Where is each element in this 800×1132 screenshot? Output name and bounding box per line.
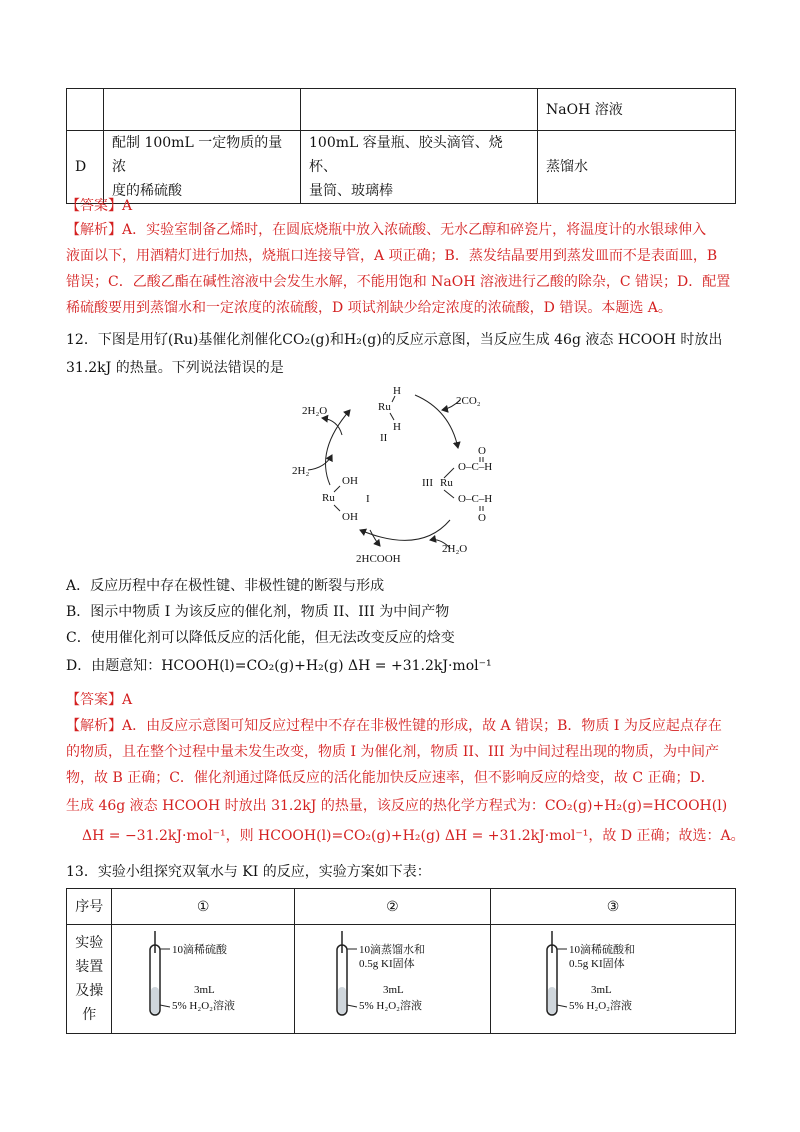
analysis-line: 生成 46g 液态 HCOOH 时放出 31.2kJ 的热量，该反应的热化学方程式为：CO₂(g)+H₂(g)=HCOOH(l) bbox=[66, 798, 728, 814]
answer-line: 【答案】A bbox=[66, 692, 133, 708]
experiment-table bbox=[66, 888, 736, 1034]
cell-line: 度的稀硫酸 bbox=[112, 183, 182, 199]
table-header: ③ bbox=[491, 889, 736, 925]
bond bbox=[334, 505, 340, 511]
label-h: H bbox=[393, 421, 401, 433]
row-label: 实验装置 bbox=[75, 935, 104, 975]
option-d: D．由题意知：HCOOH(l)=CO₂(g)+H₂(g) ΔH = +31.2kJ·mol⁻¹ bbox=[66, 658, 492, 674]
table-cell bbox=[301, 89, 538, 131]
table-cell bbox=[294, 925, 490, 1034]
analysis-line: 稀硫酸要用到蒸馏水和一定浓度的浓硫酸，D 项试剂缺少给定浓度的浓硫酸，D 错误。本题选 A。 bbox=[66, 300, 672, 316]
table-header: ① bbox=[112, 889, 294, 925]
reagent-label: 10滴蒸馏水和 bbox=[358, 944, 425, 956]
table-cell bbox=[104, 89, 301, 131]
label-o: O bbox=[478, 512, 486, 524]
table-cell bbox=[112, 925, 294, 1034]
table-row bbox=[67, 925, 736, 1034]
table-cell: D bbox=[67, 131, 104, 204]
hcooh-out-arrow bbox=[370, 530, 380, 546]
table-row bbox=[67, 89, 736, 131]
reagent-label: 10滴稀硫酸和 bbox=[569, 944, 635, 956]
label-species-i: I bbox=[366, 493, 370, 505]
label-h2o: 2H₂O bbox=[302, 405, 328, 417]
table-cell bbox=[67, 925, 112, 1034]
row-label: 及操作 bbox=[75, 983, 104, 1023]
catalytic-cycle-diagram bbox=[280, 380, 520, 570]
option-c: C．使用催化剂可以降低反应的活化能，但无法改变反应的焓变 bbox=[66, 630, 455, 646]
label-h: H bbox=[393, 385, 401, 397]
analysis-line: 液面以下，用酒精灯进行加热，烧瓶口连接导管，A 项正确；B．蒸发结晶要用到蒸发皿而不是表面皿，B bbox=[66, 248, 718, 264]
question-stem: 12．下图是用钌(Ru)基催化剂催化CO₂(g)和H₂(g)的反应示意图，当反应生成 46g 液态 HCOOH 时放出 bbox=[66, 332, 723, 348]
table-cell bbox=[67, 89, 104, 131]
reagent-label: 10滴稀硫酸 bbox=[172, 944, 228, 956]
bond bbox=[390, 413, 394, 420]
volume-label: 3mL bbox=[591, 984, 612, 996]
solution-label: 5% H₂O₂溶液 bbox=[358, 1000, 422, 1012]
h2o-out-arrow bbox=[322, 418, 342, 435]
reagent-label: 0.5g KI固体 bbox=[358, 958, 415, 970]
table-cell bbox=[491, 925, 736, 1034]
analysis-line: 错误；C．乙酸乙酯在碱性溶液中会发生水解，不能用饱和 NaOH 溶液进行乙酸的除杂，C 错误；D．配置 bbox=[66, 274, 731, 290]
label-co2: 2CO₂ bbox=[456, 395, 481, 407]
h2-in-arrow bbox=[308, 455, 332, 470]
label-ru: Ru bbox=[322, 492, 335, 504]
table-cell: NaOH 溶液 bbox=[538, 89, 736, 131]
analysis-line: 的物质，且在整个过程中量未发生改变，物质 I 为催化剂，物质 II、III 为中间过程出现的物质，为中间产 bbox=[66, 744, 719, 760]
question-stem: 13．实验小组探究双氧水与 KI 的反应，实验方案如下表： bbox=[66, 864, 431, 880]
tube-liquid bbox=[338, 987, 346, 1014]
label-h2: 2H₂ bbox=[292, 465, 310, 477]
cycle-arrow bbox=[415, 395, 458, 448]
answer-line: 【答案】A bbox=[66, 198, 133, 214]
label-hcooh: 2HCOOH bbox=[356, 553, 401, 565]
label-oh: OH bbox=[342, 511, 358, 523]
cell-line: 配制 100mL 一定物质的量浓 bbox=[112, 135, 283, 175]
solution-label: 5% H₂O₂溶液 bbox=[172, 1000, 236, 1012]
cell-line: 100mL 容量瓶、胶头滴管、烧杯、 bbox=[309, 135, 503, 175]
table-header: 序号 bbox=[67, 889, 112, 925]
test-tube-setup bbox=[112, 925, 288, 1025]
tube-liquid bbox=[151, 987, 159, 1014]
label-ru: Ru bbox=[440, 477, 453, 489]
option-b: B．图示中物质 I 为该反应的催化剂，物质 II、III 为中间产物 bbox=[66, 604, 450, 620]
label-o: O bbox=[478, 445, 486, 457]
option-a: A．反应历程中存在极性键、非极性键的断裂与形成 bbox=[66, 578, 385, 594]
table-cell bbox=[104, 131, 301, 204]
label-oh: OH bbox=[342, 475, 358, 487]
bond bbox=[334, 486, 340, 492]
volume-label: 3mL bbox=[382, 984, 404, 996]
table-row bbox=[67, 889, 736, 925]
label-h2o: 2H₂O bbox=[442, 543, 468, 555]
table-cell: 蒸馏水 bbox=[538, 131, 736, 204]
analysis-line: ΔH = −31.2kJ·mol⁻¹，则 HCOOH(l)=CO₂(g)+H₂(g) ΔH = +31.2kJ·mol⁻¹，故 D 正确；故选：A。 bbox=[82, 828, 745, 844]
label-formate: O–C–H bbox=[458, 493, 493, 505]
volume-label: 3mL bbox=[194, 984, 216, 996]
label-formate: O–C–H bbox=[458, 461, 493, 473]
question-stem: 31.2kJ 的热量。下列说法错误的是 bbox=[66, 360, 284, 376]
test-tube-setup bbox=[295, 925, 485, 1025]
table-cell bbox=[301, 131, 538, 204]
solution-label: 5% H₂O₂溶液 bbox=[569, 1000, 632, 1012]
label-arrow bbox=[160, 1005, 170, 1007]
bond bbox=[444, 490, 454, 498]
label-arrow bbox=[347, 1005, 357, 1007]
label-species-iii: III bbox=[422, 477, 433, 489]
label-species-ii: II bbox=[380, 432, 388, 444]
apparatus-table bbox=[66, 88, 736, 204]
analysis-line: 物，故 B 正确；C．催化剂通过降低反应的活化能加快反应速率，但不影响反应的焓变，故 C 正确；D． bbox=[66, 770, 715, 786]
table-header: ② bbox=[294, 889, 490, 925]
cycle-arrow bbox=[326, 410, 351, 485]
cell-line: 量筒、玻璃棒 bbox=[309, 183, 393, 199]
analysis-line: 【解析】A．由反应示意图可知反应过程中不存在非极性键的形成，故 A 错误；B．物质 I 为反应起点存在 bbox=[66, 718, 722, 734]
tube-liquid bbox=[548, 987, 556, 1014]
test-tube-setup bbox=[491, 925, 735, 1025]
analysis-line: 【解析】A．实验室制备乙烯时，在圆底烧瓶中放入浓硫酸、无水乙醇和碎瓷片，将温度计的水银球伸入 bbox=[66, 222, 707, 238]
reagent-label: 0.5g KI固体 bbox=[569, 958, 625, 970]
label-arrow bbox=[557, 1005, 567, 1007]
label-ru: Ru bbox=[378, 401, 391, 413]
table-row bbox=[67, 131, 736, 204]
